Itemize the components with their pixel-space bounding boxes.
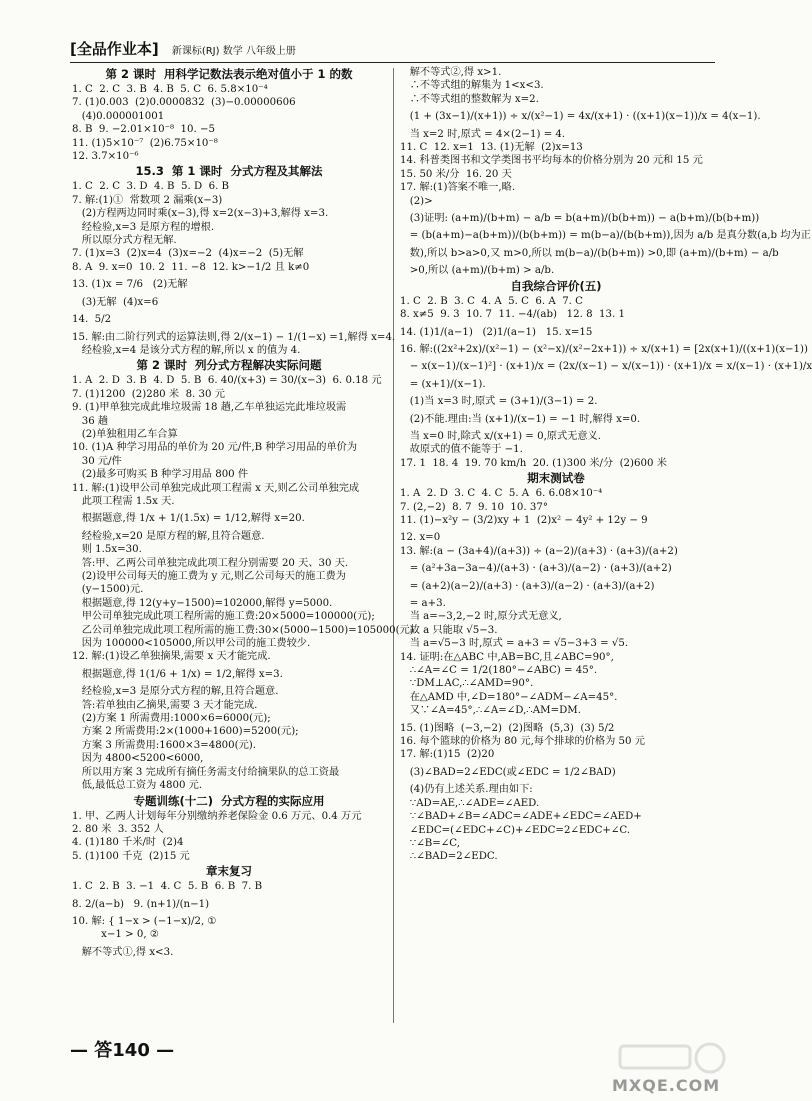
answer-line: = (a+2)(a−2)/(a+3) · (a+3)/(a−2) · (a+3)/(a+2) (400, 580, 655, 592)
answer-line: 13. 解:(a − (3a+4)/(a+3)) ÷ (a−2)/(a+3) · (a+3)/(a+2) (400, 545, 678, 557)
answer-line: 10. (1)A 种学习用品的单价为 20 元/件,B 种学习用品的单价为 (72, 442, 358, 454)
answer-line: 7. (1)x=3 (2)x=4 (3)x=−2 (4)x=−2 (5)无解 (72, 248, 304, 260)
answer-line: 根据题意,得 1/x + 1/(1.5x) = 1/12,解得 x=20. (72, 513, 305, 525)
answer-line: = a+3. (400, 598, 446, 609)
answer-line: 11. 解:(1)设甲公司单独完成此项工程需 x 天,则乙公司单独完成 (72, 482, 360, 494)
answer-line: 答:若单独由乙摘果,需要 3 天才能完成. (72, 699, 258, 711)
answer-line: − x(x−1)/(x−1)²] · (x+1)/x = (2x/(x−1) − x/(x−1)) · (x+1)/x = x/(x−1) · (x+1)/x (400, 361, 812, 373)
answer-line: 1. C 2. C 3. D 4. B 5. D 6. B (72, 181, 230, 193)
answer-line: ∠EDC=(∠EDC+∠C)+∠EDC=2∠EDC+∠C. (400, 824, 631, 836)
answer-line: 14. (1)1/(a−1) (2)1/(a−1) 15. x=15 (400, 326, 593, 338)
page-number: — 答140 — (70, 1040, 175, 1061)
series-title: [全品作业本] (70, 40, 159, 58)
answer-line: 30 元/件 (72, 455, 122, 467)
answer-line: 此项工程需 1.5x 天. (72, 495, 175, 507)
answer-line: 解不等式①,得 x<3. (72, 946, 174, 958)
answer-line: 方案 2 所需费用:2×(1000+1600)=5200(元); (72, 726, 299, 738)
answer-line: 12. 3.7×10⁻⁶ (72, 151, 139, 163)
answer-line: 5. (1)100 千克 (2)15 元 (72, 850, 190, 862)
answer-line: 9. (1)甲单独完成此堆垃圾需 18 趟,乙车单独运完此堆垃圾需 (72, 402, 347, 414)
answer-line: 13. (1)x = 7/6 (2)无解 (72, 279, 188, 291)
answer-line: 16. 每个篮球的价格为 80 元,每个排球的价格为 50 元 (400, 736, 645, 748)
answer-line: 解不等式②,得 x>1. (400, 67, 502, 78)
answer-line: 当 x=2 时,原式 = 4×(2−1) = 4. (400, 128, 566, 140)
answer-line: 所以原分式方程无解. (72, 235, 177, 247)
answer-line: (3)∠BAD=2∠EDC(或∠EDC = 1/2∠BAD) (400, 766, 616, 778)
answer-line: 4. (1)180 千米/时 (2)4 (72, 837, 184, 849)
answer-line: 答:甲、乙两公司单独完成此项工程分别需要 20 天、30 天. (72, 557, 349, 569)
answer-line: (2)不能.理由:当 (x+1)/(x−1) = −1 时,解得 x=0. (400, 413, 641, 425)
answer-line: 根据题意,得 1(1/6 + 1/x) = 1/2,解得 x=3. (72, 668, 283, 680)
answer-line: (2)方程两边同时乘(x−3),得 x=2(x−3)+3,解得 x=3. (72, 208, 329, 220)
answer-line: 1. C 2. B 3. −1 4. C 5. B 6. B 7. B (72, 881, 263, 893)
answer-line: (3)证明: (a+m)/(b+m) − a/b = b(a+m)/(b(b+m)) − a(b+m)/(b(b+m)) (400, 213, 760, 225)
answer-line: = (x+1)/(x−1). (400, 378, 486, 390)
answer-line: 当 a=−3,2,−2 时,原分式无意义, (400, 611, 562, 623)
answer-line: 经检验,x=3 是原分式方程的解,且符合题意. (72, 686, 279, 698)
answer-line: (1)当 x=3 时,原式 = (3+1)/(3−1) = 2. (400, 396, 598, 408)
answer-line: 当 x=0 时,除式 x/(x+1) = 0,原式无意义. (400, 430, 601, 442)
answer-line: 12. 解:(1)设乙单独摘果,需要 x 天才能完成. (72, 651, 271, 663)
answer-line: = (a²+3a−3a−4)/(a+3) · (a+3)/(a−2) · (a+3)/(a+2) (400, 563, 672, 575)
answer-line: (3)无解 (4)x=6 (72, 296, 159, 308)
answer-line: 乙公司单独完成此项工程所需的施工费:30×(5000−1500)=105000(元). (72, 624, 417, 636)
section-heading: 期末测试卷 (527, 471, 585, 486)
answer-line: 10. 解: { 1−x > (−1−x)/2, ① (72, 915, 217, 927)
answer-line: 因为 100000<105000,所以甲公司的施工费较少. (72, 638, 311, 650)
answer-line: 36 趟 (72, 415, 109, 427)
answer-line: 14. 5/2 (72, 314, 112, 326)
watermark-text: MXQE.COM (612, 1076, 721, 1095)
answer-line: 经检验,x=4 是该分式方程的解,所以 x 的值为 4. (72, 344, 301, 356)
header-rule (70, 62, 715, 63)
answer-line: (2)> (400, 195, 433, 207)
answer-line: (2)最多可购买 B 种学习用品 800 件 (72, 469, 249, 481)
answer-line: x−1 > 0, ② (72, 929, 160, 941)
answer-line: 14. 科普类图书和文学类图书平均每本的价格分别为 20 元和 15 元 (400, 155, 703, 167)
answer-line: ∵DM⊥AC,∴∠AMD=90°. (400, 678, 534, 690)
answer-line: 1. A 2. D 3. B 4. D 5. B 6. 40/(x+3) = 30/(x−3) 6. 0.18 元 (72, 375, 382, 387)
answer-line: ∴∠A=∠C = 1/2(180°−∠ABC) = 45°. (400, 665, 598, 677)
answer-line: (2)单独租用乙车合算 (72, 428, 178, 440)
answer-line: 所以用方案 3 完成所有摘任务需支付给摘果队的总工资最 (72, 766, 340, 778)
answer-line: 方案 3 所需费用:1600×3=4800(元). (72, 739, 257, 751)
answer-line: 则 1.5x=30. (72, 544, 142, 556)
section-heading: 第 2 课时 列分式方程解决实际问题 (136, 358, 322, 373)
answer-line: 当 a=√5−3 时,原式 = a+3 = √5−3+3 = √5. (400, 638, 629, 650)
answer-line: (1 + (3x−1)/(x+1)) ÷ x/(x²−1) = 4x/(x+1) · ((x+1)(x−1))/x = 4(x−1). (400, 111, 761, 123)
section-heading: 自我综合评价(五) (510, 278, 602, 293)
answer-line: 又∵∠A=45°,∴∠A=∠D,∴AM=DM. (400, 705, 581, 717)
answer-line: 经检验,x=20 是原方程的解,且符合题意. (72, 530, 265, 542)
answer-line: 8. A 9. x=0 10. 2 11. −8 12. k>−1/2 且 k≠0 (72, 261, 310, 273)
column-divider (393, 68, 394, 1023)
answer-line: 因为 4800<5200<6000, (72, 753, 204, 765)
right-column (400, 66, 812, 864)
answer-line: 16. 解:((2x²+2x)/(x²−1) − (x²−x)/(x²−2x+1)) ÷ x/(x+1) = [2x(x+1)/((x+1)(x−1)) (400, 343, 808, 355)
answer-line: 1. C 2. C 3. B 4. B 5. C 6. 5.8×10⁻⁴ (72, 84, 268, 95)
answer-line: (2)方案 1 所需费用:1000×6=6000(元); (72, 713, 271, 725)
section-heading: 章末复习 (206, 864, 252, 879)
answer-line: ∵∠B=∠C, (400, 837, 460, 849)
answer-line: 经检验,x=3 是原方程的增根. (72, 221, 215, 233)
answer-line: ∴不等式组的解集为 1<x<3. (400, 80, 544, 92)
answer-line: ∴∠BAD=2∠EDC. (400, 851, 498, 863)
answer-line: ∵AD=AE,∴∠ADE=∠AED. (400, 797, 540, 809)
answer-line: 1. 甲、乙两人计划每年分别缴纳养老保险金 0.6 万元、0.4 万元 (72, 810, 362, 822)
section-heading: 专题训练(十二) 分式方程的实际应用 (133, 793, 325, 808)
answer-line: 8. x≠5 9. 3 10. 7 11. −4/(ab) 12. 8 13. 1 (400, 309, 625, 321)
answer-line: 1. C 2. B 3. C 4. A 5. C 6. A 7. C (400, 295, 583, 307)
answer-line: 7. (2,−2) 8. 7 9. 10 10. 37° (400, 501, 548, 513)
answer-line: 11. (1)−x²y − (3/2)xy + 1 (2)x² − 4y² + 12y − 9 (400, 514, 648, 526)
answer-line: 11. C 12. x=1 13. (1)无解 (2)x=13 (400, 142, 583, 154)
answer-line: (2)设甲公司每天的施工费为 y 元,则乙公司每天的施工费为 (72, 571, 346, 582)
section-heading: 第 2 课时 用科学记数法表示绝对值小于 1 的数 (105, 67, 353, 81)
left-column (72, 66, 417, 959)
answer-line: 2. 80 米 3. 352 人 (72, 823, 164, 835)
answer-line: (4)0.000001001 (72, 110, 165, 122)
answer-line: 8. 2/(a−b) 9. (n+1)/(n−1) (72, 898, 210, 910)
answer-line: 17. 解:(1)15 (2)20 (400, 749, 495, 761)
answer-line: 11. (1)5×10⁻⁷ (2)6.75×10⁻⁸ (72, 137, 218, 149)
answer-line: 根据题意,得 12(y+y−1500)=102000,解得 y=5000. (72, 597, 333, 609)
answer-line: 8. B 9. −2.01×10⁻⁸ 10. −5 (72, 124, 215, 136)
answer-line: 15. (1)图略 (−3,−2) (2)图略 (5,3) (3) 5/2 (400, 722, 615, 734)
answer-line: 7. (1)0.003 (2)0.0000832 (3)−0.00000606 (72, 97, 296, 109)
answer-line: 在△AMD 中,∠D=180°−∠ADM−∠A=45°. (400, 691, 618, 703)
answer-line: ∴不等式组的整数解为 x=2. (400, 93, 539, 105)
answer-line: 17. 解:(1)答案不唯一,略. (400, 182, 516, 194)
answer-line: 7. (1)1200 (2)280 米 8. 30 元 (72, 388, 225, 400)
answer-line: 12. x=0 (400, 532, 441, 544)
answer-line: (4)仍有上述关系.理由如下: (400, 784, 533, 796)
answer-line: 14. 证明:在△ABC 中,AB=BC,且∠ABC=90°, (400, 651, 614, 663)
answer-line: 故原式的值不能等于 −1. (400, 444, 523, 456)
answer-line: (y−1500)元. (72, 584, 144, 596)
answer-line: 数),所以 b>a>0,又 m>0,所以 m(b−a)/(b(b+m)) >0,即 (a+m)/(b+m) − a/b (400, 247, 779, 259)
answer-line: 1. A 2. D 3. C 4. C 5. A 6. 6.08×10⁻⁴ (400, 488, 603, 500)
answer-line: >0,所以 (a+m)/(b+m) > a/b. (400, 265, 555, 277)
answer-line: = (b(a+m)−a(b+m))/(b(b+m)) = m(b−a)/(b(b+m)),因为 a/b 是真分数(a,b 均为正 (400, 230, 811, 242)
answer-line: 17. 1 18. 4 19. 70 km/h 20. (1)300 米/分 (2)600 米 (400, 457, 667, 469)
answer-line: 甲公司单独完成此项工程所需的施工费:20×5000=100000(元); (72, 611, 375, 623)
answer-line: 7. 解:(1)① 常数项 2 漏乘(x−3) (72, 194, 223, 206)
section-heading: 15.3 第 1 课时 分式方程及其解法 (135, 164, 323, 179)
answer-line: 故 a 只能取 √5−3. (400, 624, 498, 636)
answer-line: 15. 50 米/分 16. 20 天 (400, 168, 512, 180)
answer-line: 低,最低总工资为 4800 元. (72, 780, 203, 792)
page-header (70, 38, 710, 64)
answer-line: ∵∠BAD+∠B=∠ADC=∠ADE+∠EDC=∠AED+ (400, 811, 642, 823)
book-info: 新课标(RJ) 数学 八年级上册 (171, 46, 296, 57)
answer-line: 15. 解:由二阶行列式的运算法则,得 2/(x−1) − 1/(1−x) =1,解得 x=4. (72, 331, 396, 343)
